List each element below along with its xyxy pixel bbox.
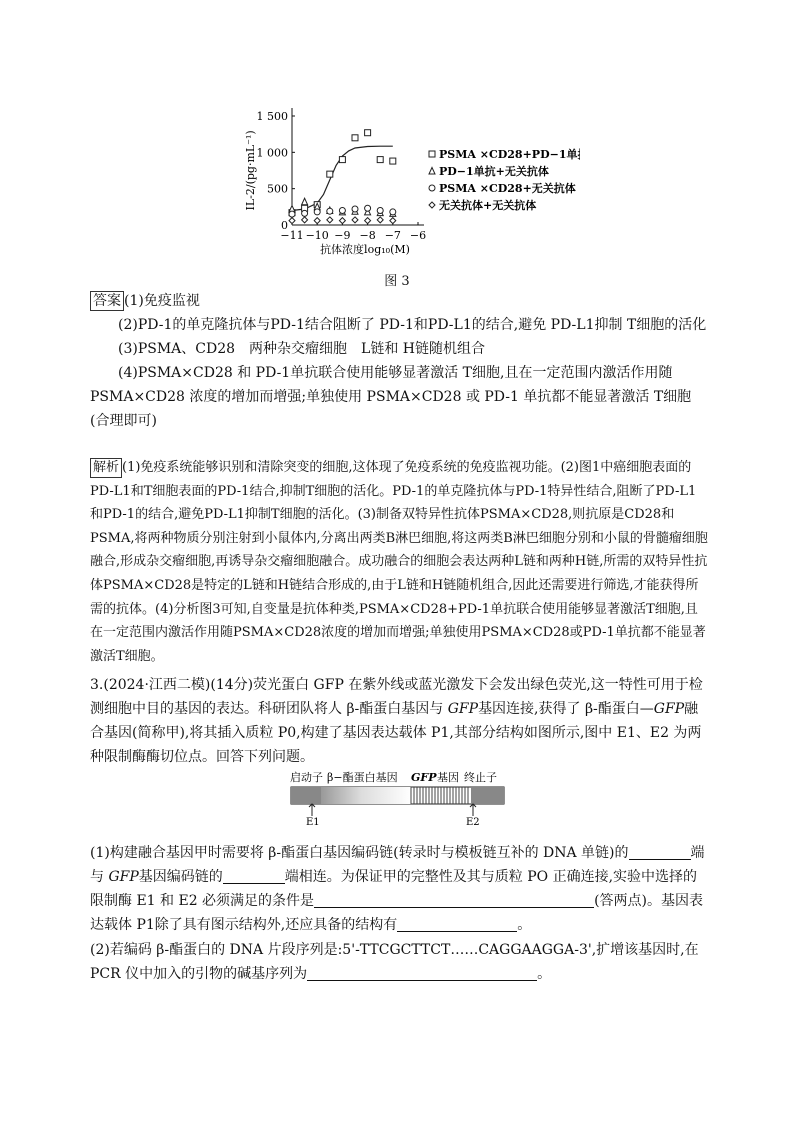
q3-stem-b: 基因连接,获得了 β-酯蛋白— [478, 701, 654, 717]
q3-gfp-2: GFP [653, 701, 685, 717]
data-point-circle [302, 210, 308, 216]
data-point-circle [352, 206, 358, 212]
data-point-triangle [302, 198, 308, 205]
promoter-segment [291, 787, 321, 804]
label-e2: E2 [466, 817, 480, 826]
legend-marker-triangle [429, 168, 435, 175]
x-tick-label: −7 [384, 229, 401, 242]
data-point-circle [377, 207, 383, 213]
data-point-circle [327, 208, 333, 214]
x-axis-label: 抗体浓度log₁₀(M) [320, 243, 410, 256]
s1-text-d: 端相连。为保证甲的完整性及其与质粒 PO 正确连接,实验中选择的限制酶 E1 和 E2 必须满足的条件是 [90, 869, 698, 909]
s1-text-e: (答两点)。基因表达载体 P1除了具有图示结构外,还应具备的结构有 [90, 893, 703, 933]
data-point-circle [314, 209, 320, 215]
q3-stem-a: 3.(2024·江西二模)(14分)荧光蛋白 GFP 在紫外线或蓝光激发下会发出绿色荧光,这一特性可用于检测细胞中目的基因的表达。科研团队将人 β-酯蛋白基因与 [90, 677, 703, 717]
q3-gfp-1: GFP [447, 701, 479, 717]
chart-svg [240, 100, 580, 260]
y-tick-label: 1 500 [256, 110, 288, 123]
x-tick-label: −9 [334, 229, 351, 242]
data-point-circle [289, 211, 295, 217]
label-gfp-suffix: 基因 [437, 771, 459, 784]
data-point-diamond [390, 218, 396, 224]
fit-curve [292, 146, 393, 210]
data-point-square [365, 130, 371, 136]
y-axis-label: IL-2/(pg·mL⁻¹) [244, 130, 257, 211]
label-terminator: 终止子 [464, 771, 497, 784]
label-promoter: 启动子 [290, 771, 323, 784]
data-point-square [339, 157, 345, 163]
s1-blank-3[interactable] [314, 891, 594, 908]
s1-text-b: 端与 [90, 845, 705, 885]
data-point-square [327, 171, 333, 177]
data-point-diamond [339, 218, 345, 224]
x-tick-label: −6 [409, 229, 427, 242]
data-point-diamond [314, 218, 320, 224]
s1-text-c: 基因编码链的 [138, 869, 223, 885]
y-tick-label: 1 000 [256, 146, 288, 160]
answer-line-3: (3)PSMA、CD28 两种杂交瘤细胞 L链和 H链随机组合 [118, 341, 485, 357]
sub-question-2 [90, 938, 708, 986]
question-3-stem [90, 673, 708, 769]
analysis-block [90, 456, 708, 668]
y-tick-label: 0 [281, 219, 288, 232]
s1-gfp: GFP [108, 869, 139, 885]
data-point-square [352, 135, 358, 141]
gene-construct-diagram [290, 770, 505, 826]
s2-blank-1[interactable] [307, 964, 537, 981]
s1-blank-1[interactable] [629, 843, 691, 860]
s1-blank-2[interactable] [223, 867, 285, 884]
data-point-diamond [365, 218, 371, 224]
data-point-circle [365, 205, 371, 211]
chart-legend [429, 147, 580, 212]
chart-axes [244, 108, 426, 256]
x-tick-label: −11 [280, 229, 304, 242]
chart-marks [289, 130, 396, 224]
s1-blank-4[interactable] [397, 915, 517, 932]
analysis-tag: 解析 [90, 458, 122, 478]
x-tick-label: −8 [359, 229, 376, 242]
answer-block [90, 289, 708, 433]
q3-stem-c: 融合基因(简称甲),将其插入质粒 P0,构建了基因表达载体 P1,其部分结构如图所示,图中 E1、E2 为两种限制酶酶切位点。回答下列问题。 [90, 701, 702, 765]
beta-gene-segment [321, 787, 411, 804]
figure-caption: 图 3 [384, 274, 410, 289]
legend-marker-diamond [429, 202, 435, 208]
data-point-circle [390, 209, 396, 215]
label-beta-gene: β−酯蛋白基因 [327, 771, 398, 784]
answer-line-4: (4)PSMA×CD28 和 PD-1单抗联合使用能够显著激活 T细胞,且在一定范围内激活作用随PSMA×CD28 浓度的增加而增强;单独使用 PSMA×CD28 或 PD-1 单抗都不能显著激活 T细胞(合理即可) [90, 365, 692, 429]
data-point-circle [339, 207, 345, 213]
il2-chart [240, 100, 580, 260]
analysis-text: (1)免疫系统能够识别和清除突变的细胞,这体现了免疫系统的免疫监视功能。(2)图1中癌细胞表面的PD-L1和T细胞表面的PD-1结合,抑制T细胞的活化。PD-1的单克隆抗体与PD-1特异性结合,阻断了PD-L1和PD-1的结合,避免PD-L1抑制T细胞的活化。(3)制备双特异性抗体PSMA×CD28,则抗原是CD28和PSMA,将两种物质分别注射到小鼠体内,分离出两类B淋巴细胞,将这两类B淋巴细胞分别和小鼠的骨髓瘤细胞融合,形成杂交瘤细胞,再诱导杂交瘤细胞融合。成功融合的细胞会表达两种L链和两种H链,所需的双特异性抗体PSMA×CD28是特定的L链和H链结合形成的,由于L链和H链随机组合,因此还需要进行筛选,才能获得所需的抗体。(4)分析图3可知,自变量是抗体种类,PSMA×CD28+PD-1单抗联合使用能够显著激活T细胞,且在一定范围内激活作用随PSMA×CD28浓度的增加而增强;单独使用PSMA×CD28或PD-1单抗都不能显著激活T细胞。 [90, 460, 708, 664]
y-tick-label: 500 [267, 182, 288, 196]
legend-label: PSMA ×CD28+无关抗体 [439, 182, 576, 195]
sub-question-1 [90, 841, 708, 937]
legend-label: PD−1单抗+无关抗体 [439, 165, 549, 178]
legend-marker-square [429, 151, 435, 157]
answer-line-2: (2)PD-1的单克隆抗体与PD-1结合阻断了 PD-1和PD-L1的结合,避免 PD-L1抑制 T细胞的活化 [118, 317, 707, 333]
terminator-segment [471, 787, 504, 804]
data-point-diamond [327, 217, 333, 223]
legend-label: 无关抗体+无关抗体 [439, 199, 537, 212]
legend-label: PSMA ×CD28+PD−1单抗 [439, 148, 580, 161]
data-point-diamond [377, 217, 383, 223]
data-point-diamond [289, 218, 295, 224]
label-gfp: GFP [411, 771, 437, 784]
label-e1: E1 [306, 817, 320, 826]
answer-tag: 答案 [90, 291, 124, 311]
data-point-square [377, 157, 383, 163]
s2-text-a: (2)若编码 β-酯蛋白的 DNA 片段序列是:5'-TTCGCTTCT……CAGGAAGGA-3',扩增该基因时,在PCR 仪中加入的引物的碱基序列为 [90, 942, 699, 982]
x-tick-label: −10 [305, 229, 329, 242]
s2-text-b: 。 [537, 966, 552, 982]
s1-text-f: 。 [517, 917, 532, 933]
data-point-square [390, 158, 396, 164]
gene-diagram-svg [290, 770, 505, 826]
legend-marker-circle [429, 185, 435, 191]
data-point-diamond [302, 217, 308, 223]
answer-line-1: (1)免疫监视 [124, 293, 200, 309]
data-point-diamond [352, 217, 358, 223]
s1-text-a: (1)构建融合基因甲时需要将 β-酯蛋白基因编码链(转录时与模板链互补的 DNA 单链)的 [90, 845, 629, 861]
